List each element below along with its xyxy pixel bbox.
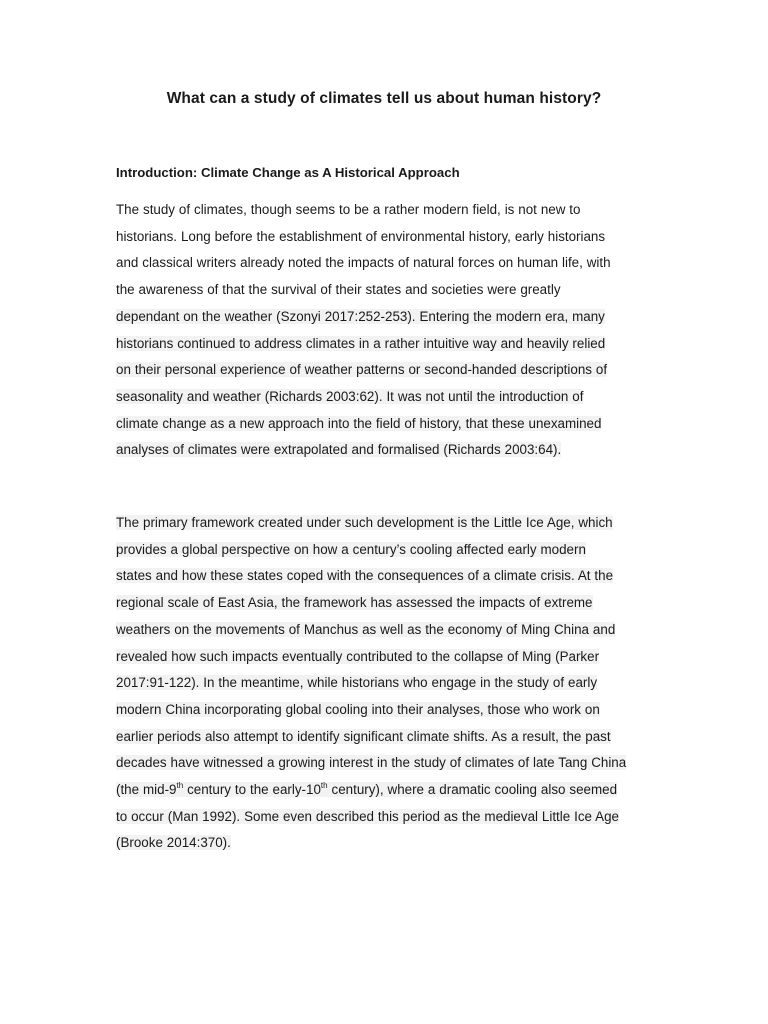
paragraph-line: seasonality and weather (Richards 2003:62). It was not until the introduction of xyxy=(116,388,584,404)
paragraph-line: 2017:91-122). In the meantime, while historians who engage in the study of early xyxy=(116,675,598,691)
superscript: th xyxy=(320,781,328,791)
paragraph-introduction xyxy=(116,197,661,464)
section-heading: Introduction: Climate Change as A Historical Approach xyxy=(116,165,460,180)
paragraph-line: on their personal experience of weather patterns or second-handed descriptions of xyxy=(116,362,608,378)
paragraph-line: The primary framework created under such development is the Little Ice Age, which xyxy=(116,515,613,530)
paragraph-line: to occur (Man 1992). Some even described this period as the medieval Little Ice Age xyxy=(116,808,619,824)
paragraph-line: climate change as a new approach into the field of history, that these unexamined xyxy=(116,415,602,431)
paragraph-line: The study of climates, though seems to be a rather modern field, is not new to xyxy=(116,202,581,217)
paragraph-line: analyses of climates were extrapolated and formalised (Richards 2003:64). xyxy=(116,442,562,458)
paragraph-line: regional scale of East Asia, the framework has assessed the impacts of extreme xyxy=(116,595,593,611)
paragraph-line: decades have witnessed a growing interest in the study of climates of late Tang China xyxy=(116,755,627,771)
document-title: What can a study of climates tell us about human history? xyxy=(166,90,602,107)
paragraph-line: earlier periods also attempt to identify significant climate shifts. As a result, the past xyxy=(116,728,611,744)
paragraph-line: (Brooke 2014:370). xyxy=(116,835,231,851)
paragraph-line: and classical writers already noted the impacts of natural forces on human life, with xyxy=(116,255,611,271)
paragraph-line: (the mid-9th century to the early-10th century), where a dramatic cooling also seemed xyxy=(116,781,618,798)
paragraph-line: the awareness of that the survival of their states and societies were greatly xyxy=(116,282,561,298)
paragraph-line: weathers on the movements of Manchus as well as the economy of Ming China and xyxy=(116,621,616,637)
paragraph-little-ice-age xyxy=(116,510,661,857)
paragraph-line: dependant on the weather (Szonyi 2017:252-253). Entering the modern era, many xyxy=(116,308,605,324)
paragraph-line: historians continued to address climates in a rather intuitive way and heavily relied xyxy=(116,335,606,351)
paragraph-line: provides a global perspective on how a century’s cooling affected early modern xyxy=(116,541,586,557)
paragraph-line: revealed how such impacts eventually contributed to the collapse of Ming (Parker xyxy=(116,648,600,664)
paragraph-line: states and how these states coped with the consequences of a climate crisis. At the xyxy=(116,568,614,584)
paragraph-line: modern China incorporating global cooling into their analyses, those who work on xyxy=(116,701,600,717)
paragraph-line: historians. Long before the establishment of environmental history, early historians xyxy=(116,228,606,244)
superscript: th xyxy=(176,781,184,791)
